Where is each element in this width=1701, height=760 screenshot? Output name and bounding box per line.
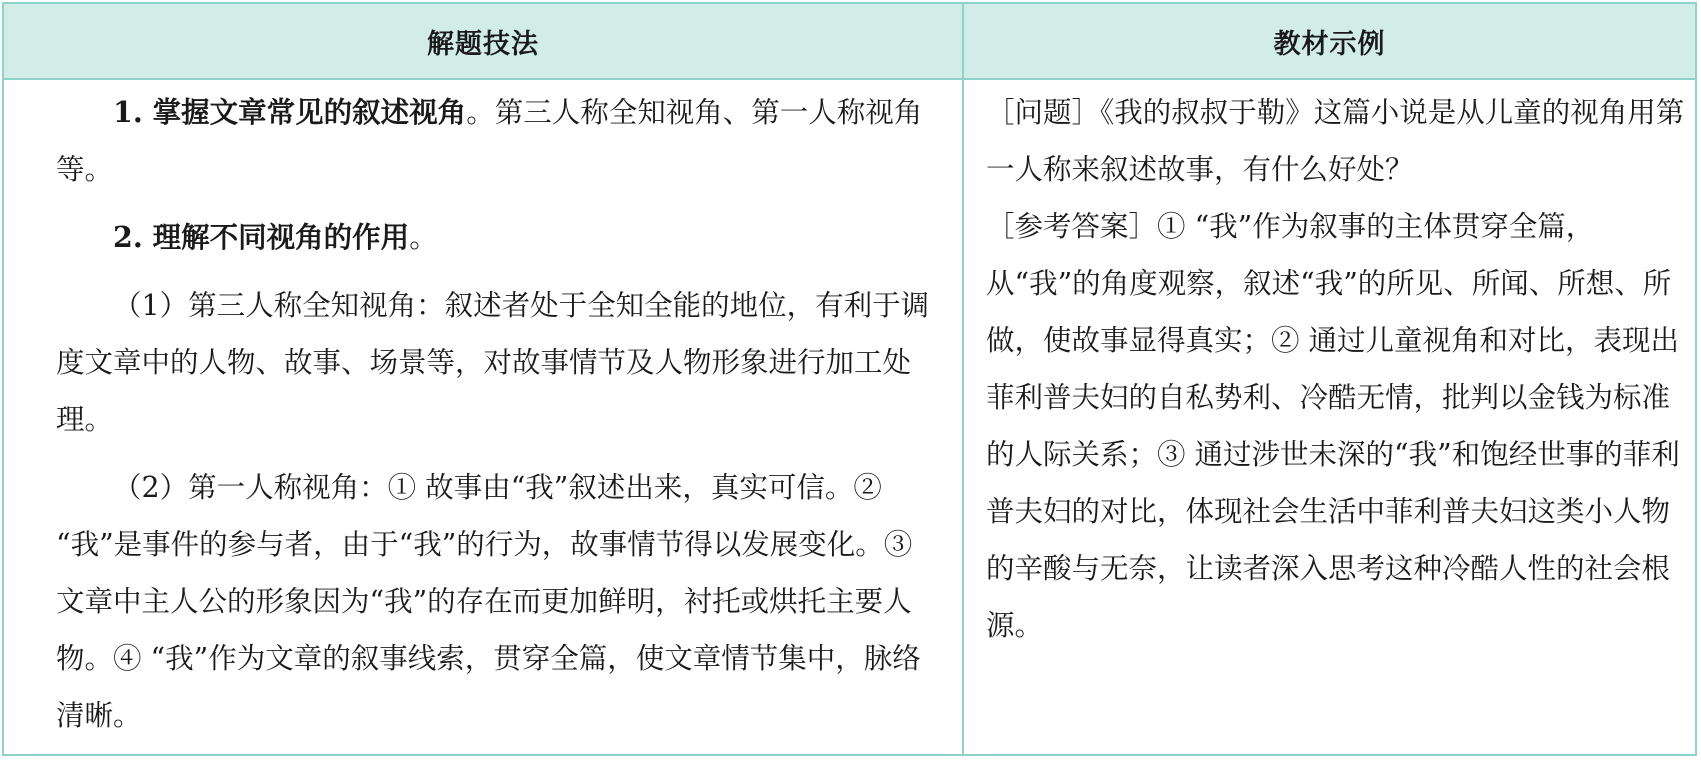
method-point-1-title: 1. 掌握文章常见的叙述视角 xyxy=(113,95,467,129)
method-first-person: （2）第一人称视角：① 故事由“我”叙述出来，真实可信。② “我”是事件的参与者，由于“我”的行为，故事情节得以发展变化。③ 文章中主人公的形象因为“我”的存在而更加鲜明，衬托或烘托主要人物。④ “我”作为文章的叙事线索，贯穿全篇，使文章情节集中，脉络清晰。 xyxy=(56,471,921,732)
method-point-2 xyxy=(56,209,946,266)
method-point-2-text: 。 xyxy=(409,221,438,254)
method-cell xyxy=(56,84,946,744)
question-text: 《我的叔叔于勒》这篇小说是从儿童的视角用第一人称来叙述故事，有什么好处？ xyxy=(986,96,1685,186)
method-third-person: （1）第三人称全知视角：叙述者处于全知全能的地位，有利于调度文章中的人物、故事、场景等，对故事情节及人物形象进行加工处理。 xyxy=(56,289,930,436)
answer-text: ① “我”作为叙事的主体贯穿全篇，从“我”的角度观察，叙述“我”的所见、所闻、所想、所做，使故事显得真实；② 通过儿童视角和对比，表现出菲利普夫妇的自私势利、冷酷无情，批判以金钱为标准的人际关系；③ 通过涉世未深的“我”和饱经世事的菲利普夫妇的对比，体现社会生活中菲利普夫妇这类小人物的辛酸与无奈，让读者深入思考这种冷酷人性的社会根源。 xyxy=(986,210,1680,642)
answer-label: ［参考答案］ xyxy=(986,210,1158,243)
method-point-2-title: 2. 理解不同视角的作用 xyxy=(113,220,410,254)
method-example-table xyxy=(2,2,1697,756)
table-header-row xyxy=(4,4,1695,80)
header-method: 解题技法 xyxy=(427,28,539,60)
column-divider xyxy=(962,4,964,754)
question-label: ［问题］ xyxy=(986,96,1101,129)
example-answer xyxy=(986,198,1686,654)
header-example: 教材示例 xyxy=(1273,28,1386,60)
method-point-1-text: 。第三人称全知视角、第一人称视角等。 xyxy=(56,96,923,186)
example-cell xyxy=(986,84,1686,654)
method-point-1 xyxy=(56,84,946,198)
example-question xyxy=(986,84,1686,198)
